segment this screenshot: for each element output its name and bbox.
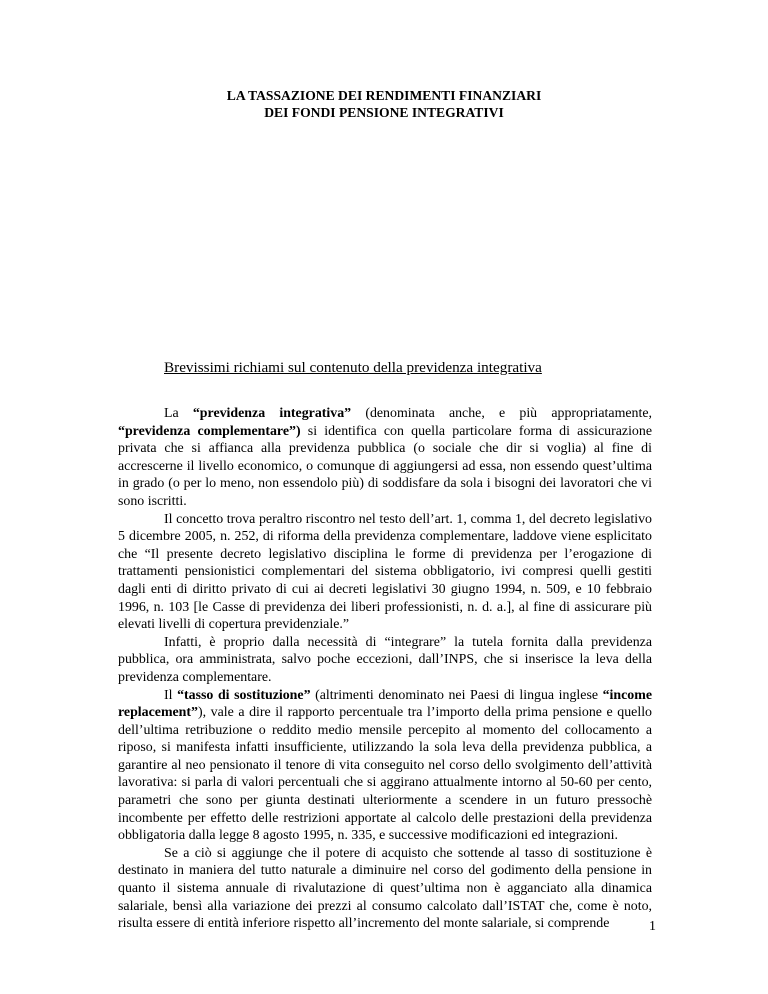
- paragraph-3-text-1: Infatti, è proprio dalla necessità di “integrare” la tutela fornita dalla previdenza pubblica, ora amministrata, salvo poche eccezioni, dall’INPS, che si inserisce la leva della previdenza complementare.: [118, 634, 652, 685]
- paragraph-4-bold-2: “income replacement”: [118, 687, 652, 721]
- paragraph-3: [118, 634, 652, 687]
- paragraph-5: [118, 845, 652, 933]
- paragraph-1-text-3: si identifica con quella particolare forma di assicurazione privata che si affianca alla previdenza pubblica (o sociale che dir si voglia) al fine di accrescerne il livello economico, o comunque di aggiungersi ad essa, non essendo quest’ultima in grado (o per lo meno, non essendolo più) di soddisfare da sola i bisogni dei lavoratori che vi sono iscritti.: [118, 423, 652, 509]
- paragraph-1-text-1: La: [164, 406, 193, 421]
- paragraph-1-bold-2: “previdenza complementare”): [118, 423, 301, 439]
- paragraph-1-bold-1: “previdenza integrativa”: [192, 406, 352, 421]
- paragraph-5-text-1: Se a ciò si aggiunge che il potere di acquisto che sottende al tasso di sostituzione è destinato in maniera del tutto naturale a diminuire nel corso del godimento della pensione in quanto il sistema annuale di rivalutazione di quest’ultima non è agganciato alla dinamica salariale, bensì alla variazione dei prezzi al consumo calcolato dall’ISTAT che, come è noto, risulta essere di entità inferiore rispetto all’incremento del monte salariale, si comprende: [118, 845, 652, 932]
- paragraph-1-text-2: (denominata anche, e più appropriatamente,: [351, 406, 652, 421]
- paragraph-4: [118, 687, 652, 845]
- document-title: [0, 87, 768, 121]
- paragraph-4-text-3: ), vale a dire il rapporto percentuale tra l’importo della prima pensione e quello dell’ultima retribuzione o reddito medio mensile percepito al momento del collocamento a riposo, si manifesta infatti insufficiente, utilizzando la sola leva della previdenza pubblica, a garantire al neo pensionato il tenore di vita conseguito nel corso dello svolgimento dell’attività lavorativa: si parla di valori percentuali che si aggirano attualmente intorno al 50-60 per cento, parametri che sono per giunta destinati ulteriormente a scendere in un futuro pressochè incombente per effetto delle restrizioni apportate al calcolo delle prestazioni della previdenza obbligatoria dalla legge 8 agosto 1995, n. 335, e successive modificazioni ed integrazioni.: [118, 705, 652, 844]
- paragraph-4-text-1: Il: [164, 687, 178, 703]
- document-body: [118, 405, 652, 933]
- paragraph-1: [118, 405, 652, 511]
- section-heading: Brevissimi richiami sul contenuto della previdenza integrativa: [164, 359, 542, 376]
- paragraph-2-text-1: Il concetto trova peraltro riscontro nel testo dell’art. 1, comma 1, del decreto legislativo 5 dicembre 2005, n. 252, di riforma della previdenza complementare, laddove viene esplicitato che “Il presente decreto legislativo disciplina le forme di previdenza per l’erogazione di trattamenti pensionistici complementari del sistema obbligatorio, ivi compresi quelli gestiti dagli enti di diritto privato di cui ai decreti legislativi 30 giugno 1994, n. 509, e 10 febbraio 1996, n. 103 [le Casse di previdenza dei liberi professionisti, n. d. a.], al fine di assicurare più elevati livelli di copertura previdenziale.”: [118, 511, 652, 633]
- title-line-1: LA TASSAZIONE DEI RENDIMENTI FINANZIARI: [226, 88, 542, 103]
- title-line-2: DEI FONDI PENSIONE INTEGRATIVI: [264, 105, 504, 120]
- paragraph-4-bold-1: “tasso di sostituzione”: [177, 687, 311, 703]
- paragraph-2: [118, 511, 652, 634]
- paragraph-4-text-2: (altrimenti denominato nei Paesi di lingua inglese: [310, 687, 603, 703]
- page-number: 1: [649, 919, 656, 934]
